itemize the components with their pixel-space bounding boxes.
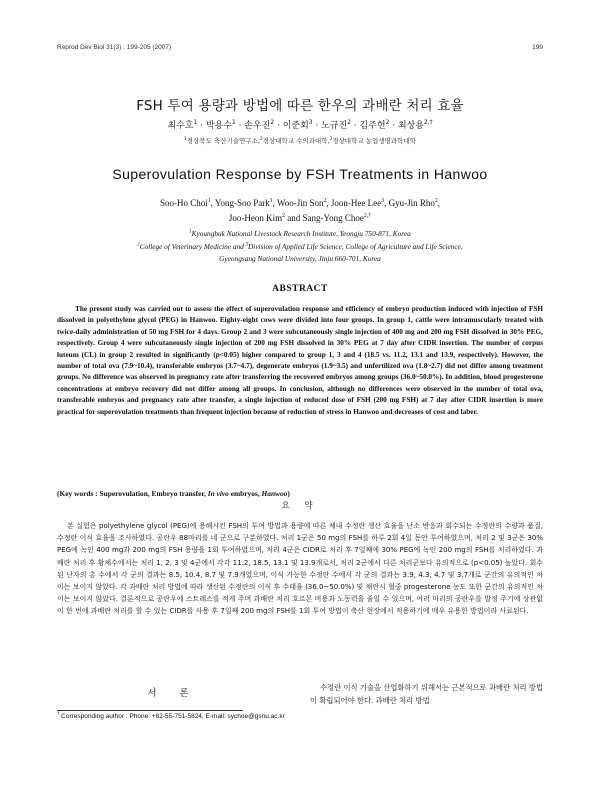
affiliation-sup: 3 <box>329 135 333 141</box>
page-number: 199 <box>532 44 543 51</box>
author-name: 노규진 <box>321 121 348 131</box>
author-name: Sang-Yong Choe <box>302 213 364 223</box>
author-name: Joo-Heon Kim <box>228 213 283 223</box>
affiliation-text: Division of Applied Life Science, College of Agriculture and Life Science, <box>248 241 463 251</box>
affiliation-sup: 2 <box>259 135 263 141</box>
author-name: 손우진 <box>244 121 271 131</box>
keywords-close: ) <box>287 489 290 498</box>
affiliation-text: 경상대학교 수의과대학, <box>262 137 330 145</box>
author-sup: 2 <box>347 120 351 126</box>
footnote-text: Corresponding author : Phone: +82-55-751-5824, E-mail: sychoe@gsnu.ac.kr <box>59 713 285 720</box>
keywords-text: embryos, <box>228 489 262 498</box>
english-authors-line2 <box>0 211 600 226</box>
author-sup: 1 <box>193 120 198 126</box>
author-sup: 2 <box>270 120 275 126</box>
korean-title: FSH 투여 용량과 방법에 따른 한우의 과배란 처리 효율 <box>136 98 464 114</box>
affiliation-line <box>0 253 600 266</box>
affiliation-sup: 2 <box>137 242 140 248</box>
author-name: 최상용 <box>397 121 425 131</box>
keywords-text: Superovulation, Embryo transfer, <box>99 489 208 498</box>
korean-abstract-heading: 요 약 <box>281 501 319 511</box>
author-separator: · <box>350 121 360 131</box>
affiliation-line <box>0 228 600 241</box>
author-sup: 3 <box>308 120 313 126</box>
english-title: Superovulation Response by FSH Treatments in Hanwoo <box>112 166 488 182</box>
author-name: Gyu-Jin Rho <box>388 198 435 208</box>
author-name: 박용수 <box>205 121 232 131</box>
author-separator: , <box>210 198 215 208</box>
keywords-label: (Key words : <box>57 489 100 498</box>
affiliation-text: Gyeongsang National University, Jinju 660-701, Korea <box>219 254 381 263</box>
introduction-heading: 서 론 <box>147 688 199 699</box>
author-name: Woo-Jin Son <box>276 198 324 208</box>
author-separator: · <box>312 121 322 131</box>
journal-citation: Reprod Dev Biol 31(3) : 199-205 (2007) <box>57 44 172 51</box>
english-authors <box>0 196 600 226</box>
abstract-heading: ABSTRACT <box>272 284 328 294</box>
korean-affiliations <box>0 136 600 145</box>
author-name: 김주헌 <box>359 121 386 131</box>
footnote-divider <box>57 710 243 711</box>
author-separator: · <box>274 121 283 131</box>
korean-authors <box>0 118 600 131</box>
affiliation-text: Kyoungbuk National Livestock Research Institute, Yeongju 750-871, Korea <box>191 229 411 238</box>
footnote-mark: † <box>57 710 60 716</box>
abstract-body: The present study was carried out to assess the effect of superovulation response and efficiency of embryo production induced with injection of FSH dissolved in polyethylene glycol (PEG) in Hanwoo. Eighty-eight cows were divided into four groups. In group 1, cattle were intramuscularly treated with twice-daily administration of 50 mg FSH for 4 days. Group 2 and 3 were subcutaneously single injection of 400 mg and 200 mg FSH dissolved in 30% PEG, respectively. Group 4 were subcutaneously single injection of 200 mg FSH dissolved in 30% PEG at 7 day after CIDR insertion. The number of corpus luteum (CL) in group 2 resulted in significantly (p<0.05) higher compared to group 1, 3 and 4 (18.5 vs. 11.2, 13.1 and 13.9, respectively). However, the number of total ova (7.9~10.4), transferable embryos (3.7~4.7), degenerate embryos (1.9~3.5) and unfertilized ova (1.8~2.7) did not differ among treatment groups. No difference was observed in pregnancy rate after transferring the recovered embryos among groups (36.0~50.0%). In addition, blood progesterone concentrations at embryo recovery did not differ among all groups. In conclusion, although no differences were observed in the number of total ova, transferable embryos and pregnancy rate after transfer, a single injection of reduced dose of FSH (200 mg FSH) at 7 day after CIDR insertion is more practical for superovulation treatments than frequent injection because of reduction of stress in Hanwoo and decreases of cost and laber. <box>57 305 543 416</box>
keywords-italic: Hanwoo <box>261 489 288 498</box>
author-sup: 2 <box>323 198 327 204</box>
english-authors-line1 <box>0 196 600 211</box>
author-sup: 2 <box>434 198 438 204</box>
author-sup: 2 <box>385 120 390 126</box>
author-name: 최수호 <box>167 121 194 131</box>
keywords-line <box>57 489 543 498</box>
author-name: 이준회 <box>282 121 309 131</box>
author-separator: , <box>272 198 277 208</box>
author-sup: 2,† <box>424 120 433 126</box>
author-sup: 1 <box>269 198 273 204</box>
author-separator: · <box>197 121 206 131</box>
introduction-right-column: 수정란 이식 기술을 산업화하기 위해서는 근본적으로 과배란 처리 방법이 확립되어야 한다. 과배란 처리 방법 <box>310 683 543 705</box>
author-sup: 2 <box>282 213 285 219</box>
affiliation-sup: 1 <box>184 135 187 141</box>
author-name: Joon-Hee Lee <box>330 198 382 208</box>
author-separator: · <box>235 121 245 131</box>
author-name: Soo-Ho Choi <box>159 198 208 208</box>
keywords-italic: In vivo <box>207 489 229 498</box>
english-affiliations <box>0 228 600 266</box>
author-sup: 1 <box>207 198 211 204</box>
author-separator: · <box>389 121 398 131</box>
author-sup: 3 <box>381 198 385 204</box>
author-sup: 1 <box>231 120 236 126</box>
author-sup: 2,† <box>363 213 372 219</box>
author-separator: , <box>326 198 331 208</box>
affiliation-sup: 1 <box>189 229 192 235</box>
affiliation-text: College of Veterinary Medicine and <box>139 241 246 251</box>
footnote <box>57 710 285 720</box>
author-name: Yong-Soo Park <box>214 198 270 208</box>
author-separator: , <box>384 198 389 208</box>
author-conjunction: and <box>285 213 303 223</box>
affiliation-text: 경상북도 축산기술연구소, <box>186 137 260 145</box>
author-separator: , <box>437 198 441 208</box>
affiliation-line <box>0 241 600 254</box>
affiliation-sup: 3 <box>245 242 249 248</box>
affiliation-text: 경상대학교 농업생명과학대학 <box>332 137 416 145</box>
korean-abstract-body: 본 실험은 polyethylene glycol (PEG)에 용해시킨 FSH의 투여 방법과 용량에 따른 체내 수정란 생산 효율을 난소 반응과 회수되는 수정란의 수량과 품질, 수정란 이식 효율을 조사하였다. 공란우 88마리를 네 군으로 구분하였다. 처리 1군은 50 mg의 FSH를 하루 2회 4일 동안 투여하였으며, 처리 2 및 3군은 30% PEG에 녹인 400 mg과 200 mg의 FSH 용량을 1회 투여하였으며, 처리 4군은 CIDR로 처리 후 7일째에 30% PEG에 녹인 200 mg의 FSH를 처리하였다. 과배란 처리 후 황체수에서는 처리 1, 2, 3 및 4군에서 각각 11.2, 18.5, 13.1 및 13.9개로서, 처리 2군에서 다른 처리군보다 유의적으로 (p<0.05) 높았다. 회수된 난자의 총 수에서 각 군의 결과는 8.5, 10.4, 8.7 및 7.9개였으며, 이식 가능한 수정란 수에서 각 군의 결과는 3.9, 4.3, 4.7 및 3.7개로 군간의 유의적인 차이는 보이지 않았다. 각 과배란 처리 방법에 따라 생산된 수정란의 이식 후 수태율 (36.0~50.0%) 및 채란시 혈중 progesterone 농도 또한 군간의 유의적인 차이는 보이지 않았다. 결론적으로 공란우에 스트레스를 적게 주며 과배란 처리 호르몬 비용과 노동력을 줄일 수 있으며, 여러 마리의 공란우를 발정 주기에 상관없이 한 번에 과배란 처리를 할 수 있는 CIDR를 사용 후 7일째 200 mg의 FSH를 1회 투여 방법이 축산 현장에서 적용하기에 매우 유용한 방법이라 사료된다. <box>57 522 543 616</box>
running-header <box>57 44 543 51</box>
